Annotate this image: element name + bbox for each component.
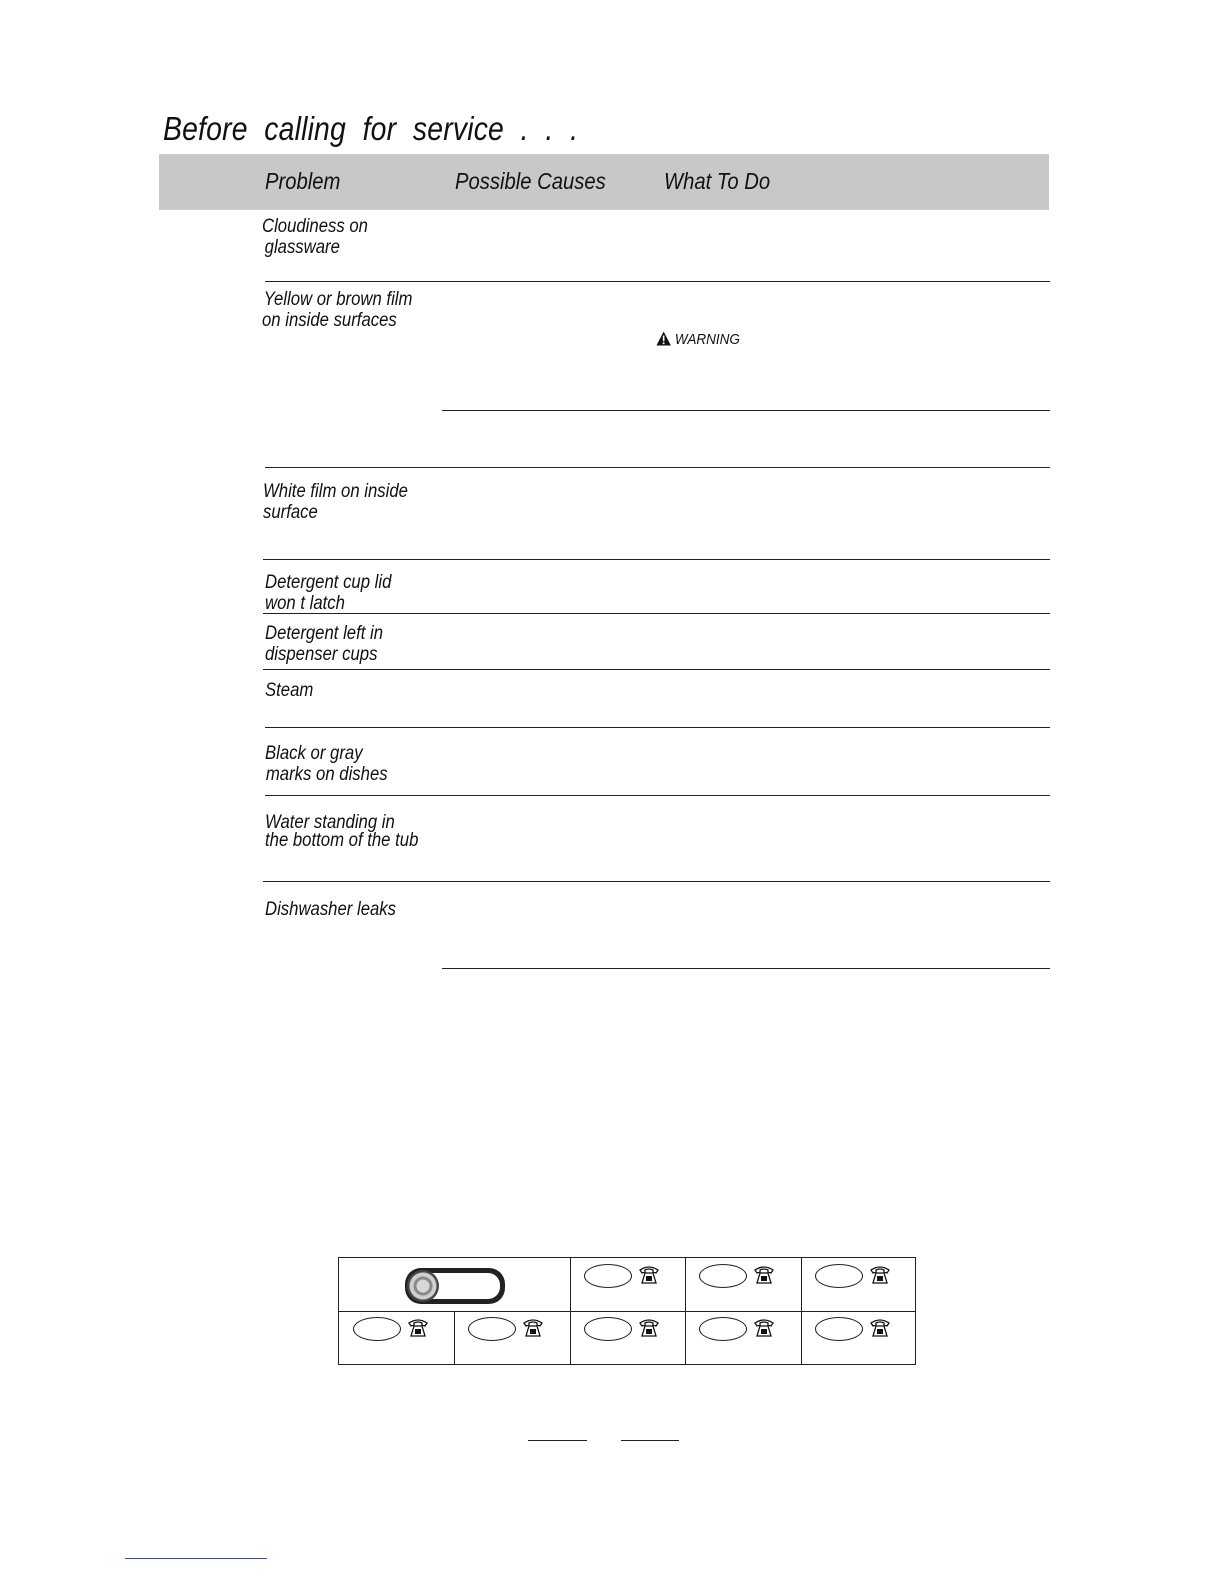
contact-cell: [685, 1258, 800, 1311]
warning-text: WARNING: [674, 331, 740, 348]
telephone-icon: [753, 1317, 775, 1339]
row-divider: [263, 559, 1050, 560]
contact-cell: [801, 1258, 916, 1311]
problem-cloudiness: [262, 216, 368, 258]
telephone-icon: [522, 1317, 544, 1339]
contact-grid: [338, 1257, 916, 1365]
problem-line: Black or gray: [265, 743, 363, 764]
region-oval: [468, 1317, 516, 1341]
contact-cell: [801, 1311, 916, 1364]
brand-logo-icon: [405, 1268, 505, 1304]
problem-white-film: [263, 481, 408, 523]
row-divider: [263, 881, 1050, 882]
problem-line: won t latch: [265, 593, 345, 614]
contact-cell: [685, 1311, 800, 1364]
row-divider: [265, 727, 1050, 728]
row-divider: [265, 281, 1050, 282]
problem-line: Detergent cup lid: [265, 572, 392, 593]
header-what-to-do: What To Do: [664, 168, 771, 194]
region-oval: [584, 1317, 632, 1341]
problem-black-gray-marks: [265, 743, 388, 785]
problem-line: White film on inside: [263, 481, 408, 502]
footer-link-underline[interactable]: [125, 1558, 267, 1559]
problem-line: on inside surfaces: [262, 310, 397, 331]
problem-line: dispenser cups: [265, 644, 378, 665]
telephone-icon: [869, 1264, 891, 1286]
problem-dishwasher-leaks: [265, 899, 396, 920]
problem-line: the bottom of the tub: [265, 830, 419, 851]
footer-underline: [528, 1440, 587, 1441]
contact-cell: [570, 1311, 685, 1364]
region-oval: [699, 1317, 747, 1341]
problem-line: Water standing in: [265, 812, 395, 833]
problem-line: marks on dishes: [265, 764, 388, 785]
telephone-icon: [638, 1317, 660, 1339]
sub-row-divider: [442, 410, 1050, 411]
table-bottom-divider: [442, 968, 1050, 969]
problem-line: Steam: [265, 680, 314, 701]
problem-line: Detergent left in: [265, 623, 384, 644]
contact-cell: [339, 1311, 454, 1364]
region-oval: [815, 1317, 863, 1341]
problem-steam: [265, 680, 313, 701]
contact-cell: [570, 1258, 685, 1311]
problem-water-standing: [265, 814, 418, 850]
problem-yellow-film: [262, 289, 412, 331]
row-divider: [263, 613, 1050, 614]
telephone-icon: [869, 1317, 891, 1339]
row-divider: [263, 669, 1050, 670]
telephone-icon: [638, 1264, 660, 1286]
problem-line: glassware: [264, 237, 340, 258]
page-title: Before calling for service . . .: [163, 110, 579, 147]
warning-triangle-icon: [656, 331, 671, 346]
problem-line: Yellow or brown film: [263, 289, 413, 310]
region-oval: [815, 1264, 863, 1288]
problem-line: surface: [263, 502, 318, 523]
problem-line: Cloudiness on: [262, 216, 368, 237]
problem-line: Dishwasher leaks: [265, 899, 397, 920]
footer-underline: [621, 1440, 679, 1441]
header-problem: Problem: [265, 168, 341, 194]
region-oval: [353, 1317, 401, 1341]
region-oval: [584, 1264, 632, 1288]
telephone-icon: [753, 1264, 775, 1286]
warning-label: [656, 331, 740, 348]
contact-cell: [454, 1311, 569, 1364]
problem-detergent-left: [265, 623, 383, 665]
region-oval: [699, 1264, 747, 1288]
problem-detergent-cup-lid: [265, 572, 391, 614]
telephone-icon: [407, 1317, 429, 1339]
row-divider: [265, 795, 1050, 796]
header-possible-causes: Possible Causes: [455, 168, 606, 194]
row-divider: [265, 467, 1050, 468]
